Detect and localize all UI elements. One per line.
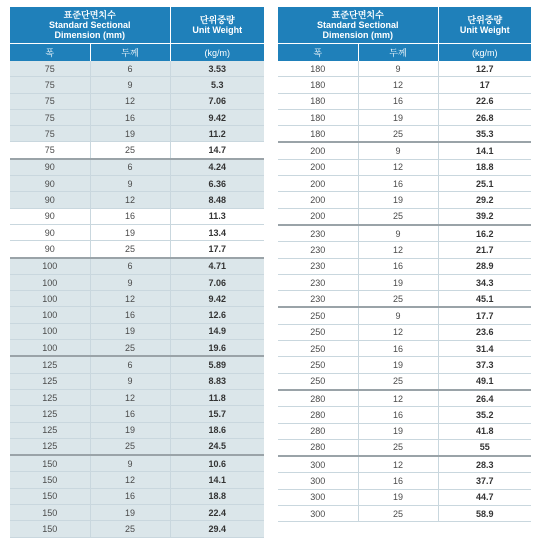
dimension-header [10,7,170,44]
width-cell: 150 [10,455,90,472]
weight-cell: 14.1 [438,142,531,159]
weight-header-english: Unit Weight [459,25,510,35]
weight-cell: 45.1 [438,291,531,308]
table-row [10,61,264,77]
thickness-cell: 6 [90,61,170,77]
width-cell: 250 [278,373,358,390]
width-cell: 100 [10,291,90,307]
table-row [10,521,264,537]
weight-cell: 4.24 [170,159,264,176]
table-row [10,455,264,472]
thickness-cell: 9 [358,225,438,242]
thickness-cell: 9 [90,373,170,389]
weight-cell: 3.53 [170,61,264,77]
weight-cell: 22.6 [438,93,531,109]
thickness-cell: 6 [90,258,170,275]
thickness-cell: 25 [90,438,170,455]
width-cell: 250 [278,307,358,324]
weight-cell: 37.7 [438,473,531,489]
thickness-cell: 16 [358,93,438,109]
thickness-cell: 25 [358,439,438,456]
weight-cell: 24.5 [170,438,264,455]
thickness-cell: 6 [90,159,170,176]
weight-cell: 5.89 [170,356,264,373]
width-cell: 200 [278,208,358,225]
thickness-cell: 16 [358,473,438,489]
weight-cell: 17.7 [170,241,264,258]
thickness-cell: 9 [90,455,170,472]
width-cell: 75 [10,126,90,142]
table-row [10,488,264,504]
thickness-cell: 16 [90,406,170,422]
thickness-cell: 12 [90,389,170,405]
thickness-cell: 19 [358,109,438,125]
table-row [278,407,531,423]
width-cell: 180 [278,126,358,143]
thickness-cell: 16 [358,407,438,423]
thickness-cell: 16 [90,488,170,504]
table-row [278,109,531,125]
table-row [10,340,264,357]
weight-cell: 44.7 [438,489,531,505]
thickness-cell: 25 [90,521,170,537]
table-row [10,77,264,93]
width-cell: 150 [10,521,90,537]
width-cell: 300 [278,473,358,489]
width-cell: 180 [278,61,358,77]
weight-cell: 12.6 [170,307,264,323]
weight-cell: 23.6 [438,324,531,340]
width-cell: 90 [10,159,90,176]
table-row [278,77,531,93]
thickness-cell: 19 [90,323,170,339]
width-cell: 100 [10,258,90,275]
weight-cell: 11.3 [170,208,264,224]
width-cell: 75 [10,109,90,125]
width-cell: 125 [10,389,90,405]
width-cell: 280 [278,390,358,407]
width-cell: 300 [278,489,358,505]
width-cell: 280 [278,407,358,423]
table-row [278,242,531,258]
weight-cell: 55 [438,439,531,456]
thickness-cell: 25 [90,241,170,258]
thickness-cell: 16 [358,176,438,192]
weight-cell: 19.6 [170,340,264,357]
width-cell: 230 [278,242,358,258]
width-cell: 280 [278,423,358,439]
width-cell: 100 [10,307,90,323]
width-cell: 150 [10,505,90,521]
thickness-cell: 19 [90,505,170,521]
thickness-cell: 12 [90,93,170,109]
thickness-cell: 9 [358,307,438,324]
thickness-cell: 12 [358,456,438,473]
thickness-cell: 19 [358,357,438,373]
table-row [10,208,264,224]
width-cell: 100 [10,323,90,339]
table-row [10,241,264,258]
weight-cell: 17.7 [438,307,531,324]
weight-cell: 8.83 [170,373,264,389]
thickness-cell: 25 [358,506,438,522]
table-row [278,225,531,242]
weight-cell: 5.3 [170,77,264,93]
weight-cell: 49.1 [438,373,531,390]
weight-cell: 35.3 [438,126,531,143]
table-row [278,456,531,473]
table-row [278,324,531,340]
table-row [278,291,531,308]
weight-unit-header: (kg/m) [170,44,264,62]
weight-header-english: Unit Weight [192,25,243,35]
weight-cell: 18.8 [438,159,531,175]
weight-cell: 10.6 [170,455,264,472]
weight-cell: 17 [438,77,531,93]
thickness-cell: 12 [90,291,170,307]
width-cell: 230 [278,291,358,308]
thickness-cell: 19 [358,423,438,439]
dimension-header-english-2: Dimension (mm) [54,30,125,40]
weight-cell: 28.9 [438,258,531,274]
width-cell: 90 [10,224,90,240]
table-row [10,291,264,307]
width-cell: 180 [278,77,358,93]
weight-cell: 26.4 [438,390,531,407]
width-cell: 150 [10,488,90,504]
width-cell: 125 [10,422,90,438]
thickness-cell: 16 [90,307,170,323]
thickness-cell: 25 [90,340,170,357]
weight-cell: 18.6 [170,422,264,438]
width-cell: 230 [278,258,358,274]
table-row [278,423,531,439]
width-cell: 100 [10,274,90,290]
dimension-header-korean: 표준단면치수 [331,10,384,20]
weight-cell: 11.2 [170,126,264,142]
weight-cell: 34.3 [438,274,531,290]
width-cell: 125 [10,356,90,373]
table-row [10,438,264,455]
weight-header [438,7,531,44]
table-row [10,93,264,109]
table-row [278,192,531,208]
thickness-cell: 12 [358,324,438,340]
thickness-cell: 9 [90,176,170,192]
table-row [10,142,264,159]
width-cell: 180 [278,93,358,109]
weight-cell: 12.7 [438,61,531,77]
thickness-cell: 16 [358,341,438,357]
width-cell: 200 [278,142,358,159]
dimension-header [278,7,438,44]
width-cell: 75 [10,61,90,77]
table-row [278,258,531,274]
weight-cell: 35.2 [438,407,531,423]
width-cell: 300 [278,456,358,473]
weight-cell: 29.2 [438,192,531,208]
weight-cell: 18.8 [170,488,264,504]
weight-cell: 9.42 [170,109,264,125]
weight-header-korean: 단위중량 [199,15,235,25]
table-row [10,176,264,192]
width-cell: 90 [10,176,90,192]
width-column-header: 폭 [10,44,90,62]
table-row [10,323,264,339]
thickness-cell: 25 [358,126,438,143]
width-cell: 90 [10,208,90,224]
weight-cell: 37.3 [438,357,531,373]
thickness-cell: 16 [358,258,438,274]
table-row [10,258,264,275]
table-row [278,373,531,390]
weight-cell: 26.8 [438,109,531,125]
width-cell: 250 [278,324,358,340]
weight-cell: 28.3 [438,456,531,473]
weight-cell: 14.1 [170,472,264,488]
weight-cell: 58.9 [438,506,531,522]
weight-cell: 22.4 [170,505,264,521]
width-cell: 75 [10,93,90,109]
table-row [10,422,264,438]
table-row [278,93,531,109]
width-cell: 180 [278,109,358,125]
width-cell: 125 [10,438,90,455]
width-cell: 250 [278,357,358,373]
weight-cell: 11.8 [170,389,264,405]
width-cell: 150 [10,472,90,488]
table-row [10,505,264,521]
thickness-cell: 19 [90,224,170,240]
weight-cell: 4.71 [170,258,264,275]
weight-cell: 9.42 [170,291,264,307]
thickness-cell: 19 [358,489,438,505]
table-row [10,192,264,208]
weight-cell: 39.2 [438,208,531,225]
weight-cell: 16.2 [438,225,531,242]
thickness-cell: 12 [90,472,170,488]
weight-table-right [278,7,531,522]
width-cell: 100 [10,340,90,357]
width-cell: 280 [278,439,358,456]
table-row [278,307,531,324]
thickness-cell: 19 [90,422,170,438]
weight-cell: 13.4 [170,224,264,240]
thickness-cell: 12 [358,242,438,258]
weight-cell: 29.4 [170,521,264,537]
thickness-column-header: 두께 [358,44,438,62]
table-row [278,390,531,407]
width-column-header: 폭 [278,44,358,62]
weight-cell: 21.7 [438,242,531,258]
table-row [10,159,264,176]
table-row [278,142,531,159]
thickness-cell: 25 [358,373,438,390]
width-cell: 125 [10,406,90,422]
width-cell: 75 [10,142,90,159]
dimension-header-english-2: Dimension (mm) [322,30,393,40]
thickness-cell: 25 [358,208,438,225]
weight-cell: 8.48 [170,192,264,208]
table-row [278,489,531,505]
weight-cell: 7.06 [170,93,264,109]
thickness-cell: 16 [90,109,170,125]
thickness-cell: 9 [90,274,170,290]
thickness-cell: 9 [358,142,438,159]
width-cell: 200 [278,176,358,192]
dimension-header-english: Standard Sectional [48,20,131,30]
thickness-cell: 12 [358,77,438,93]
width-cell: 300 [278,506,358,522]
table-row [10,109,264,125]
table-row [10,307,264,323]
thickness-cell: 25 [358,291,438,308]
width-cell: 230 [278,225,358,242]
thickness-cell: 9 [358,61,438,77]
dimension-header-korean: 표준단면치수 [63,10,116,20]
table-row [10,373,264,389]
table-row [10,274,264,290]
weight-table-left [10,7,264,538]
table-row [278,439,531,456]
thickness-cell: 9 [90,77,170,93]
table-row [10,224,264,240]
thickness-cell: 6 [90,356,170,373]
weight-cell: 31.4 [438,341,531,357]
table-row [10,126,264,142]
thickness-cell: 12 [90,192,170,208]
weight-cell: 15.7 [170,406,264,422]
table-row [10,406,264,422]
table-row [278,176,531,192]
table-row [10,389,264,405]
table-row [10,356,264,373]
thickness-cell: 16 [90,208,170,224]
table-row [278,341,531,357]
thickness-column-header: 두께 [90,44,170,62]
table-row [278,274,531,290]
width-cell: 75 [10,77,90,93]
width-cell: 230 [278,274,358,290]
width-cell: 90 [10,192,90,208]
weight-cell: 14.9 [170,323,264,339]
width-cell: 90 [10,241,90,258]
table-row [278,506,531,522]
weight-cell: 6.36 [170,176,264,192]
width-cell: 200 [278,159,358,175]
width-cell: 250 [278,341,358,357]
weight-header-korean: 단위중량 [467,15,503,25]
thickness-cell: 12 [358,159,438,175]
width-cell: 200 [278,192,358,208]
thickness-cell: 12 [358,390,438,407]
weight-cell: 41.8 [438,423,531,439]
thickness-cell: 25 [90,142,170,159]
table-row [278,357,531,373]
table-row [278,208,531,225]
table-row [278,159,531,175]
weight-cell: 25.1 [438,176,531,192]
table-row [10,472,264,488]
width-cell: 125 [10,373,90,389]
table-row [278,61,531,77]
thickness-cell: 19 [90,126,170,142]
table-row [278,126,531,143]
thickness-cell: 19 [358,192,438,208]
weight-unit-header: (kg/m) [438,44,531,62]
dimension-header-english: Standard Sectional [316,20,399,30]
weight-cell: 7.06 [170,274,264,290]
table-row [278,473,531,489]
weight-header [170,7,264,44]
weight-cell: 14.7 [170,142,264,159]
thickness-cell: 19 [358,274,438,290]
